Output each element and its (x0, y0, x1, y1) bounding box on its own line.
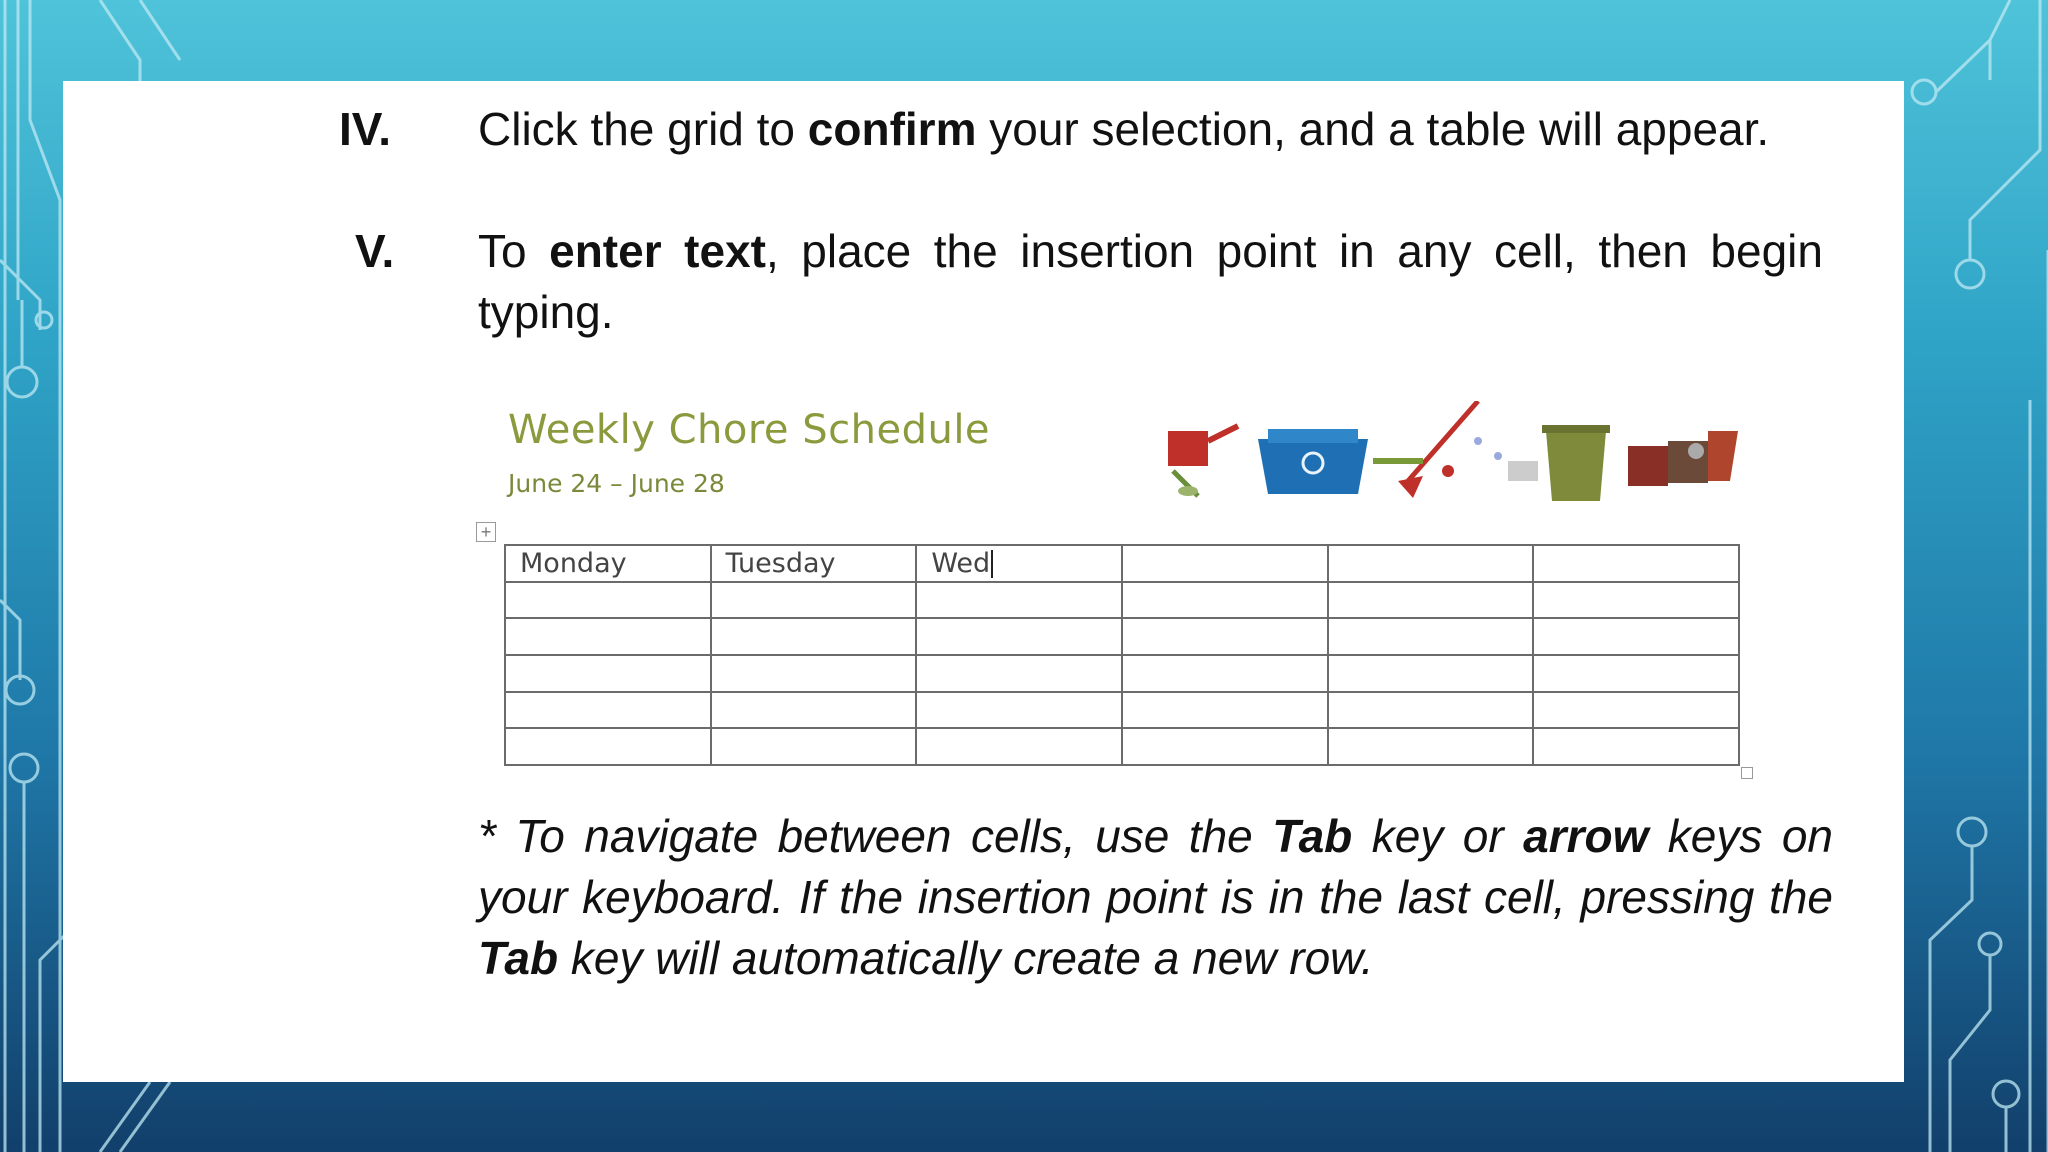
boxes-icon (1628, 431, 1738, 486)
table-cell[interactable] (505, 728, 711, 765)
text-segment: * To navigate between cells, use the (478, 810, 1273, 862)
table-cell[interactable] (711, 728, 917, 765)
insertion-point-caret (991, 550, 993, 578)
table-cell[interactable] (711, 692, 917, 729)
table-cell[interactable] (1533, 655, 1739, 692)
emphasis-tab: Tab (1272, 810, 1353, 862)
chore-clipart (1148, 401, 1778, 511)
table-move-handle-icon[interactable]: + (476, 522, 496, 542)
table-cell[interactable] (1328, 618, 1534, 655)
broom-icon (1373, 401, 1478, 498)
table-cell[interactable]: Tuesday (711, 545, 917, 582)
emphasis-arrow: arrow (1523, 810, 1649, 862)
text-segment: , place the insertion point in any cell, then begin typing. (478, 225, 1823, 338)
step-v-text (478, 221, 1823, 343)
table-cell[interactable] (1122, 618, 1328, 655)
table-cell[interactable] (505, 655, 711, 692)
table-cell[interactable] (1328, 582, 1534, 619)
table-cell[interactable] (916, 582, 1122, 619)
table-row (505, 692, 1739, 729)
text-segment: To (478, 225, 550, 277)
table-cell[interactable] (711, 582, 917, 619)
table-cell[interactable] (1328, 728, 1534, 765)
table-cell[interactable] (1533, 545, 1739, 582)
table-cell[interactable] (1122, 545, 1328, 582)
table-row (505, 728, 1739, 765)
table-cell[interactable] (1328, 692, 1534, 729)
trash-can-icon (1542, 425, 1610, 501)
table-row (505, 582, 1739, 619)
table-cell[interactable] (1122, 692, 1328, 729)
cleaning-supplies-icon (1442, 437, 1538, 481)
table-cell[interactable] (916, 692, 1122, 729)
table-cell[interactable] (711, 655, 917, 692)
chore-schedule-date-range: June 24 – June 28 (508, 469, 725, 498)
table-cell[interactable] (505, 582, 711, 619)
table-cell[interactable] (1533, 728, 1739, 765)
table-cell[interactable] (1122, 582, 1328, 619)
text-segment: keys on your keyboard. If the insertion point is in the last cell, pressing the (478, 810, 1833, 923)
table-cell-active[interactable] (916, 545, 1122, 582)
text-segment: key or (1352, 810, 1524, 862)
table-cell[interactable] (916, 655, 1122, 692)
text-segment: Click the grid to (478, 103, 808, 155)
step-iv-text (478, 99, 1823, 160)
step-iv-numeral: IV. (339, 103, 392, 155)
emphasis-enter-text: enter text (549, 225, 766, 277)
text-segment: your selection, and a table will appear. (976, 103, 1770, 155)
table-cell[interactable] (1122, 728, 1328, 765)
step-v-numeral: V. (355, 225, 395, 277)
table-cell[interactable] (1328, 545, 1534, 582)
table-header-row (505, 545, 1739, 582)
table-cell[interactable]: Monday (505, 545, 711, 582)
table-cell[interactable] (505, 692, 711, 729)
table-row (505, 618, 1739, 655)
table-cell[interactable] (916, 728, 1122, 765)
table-cell[interactable] (505, 618, 711, 655)
table-cell[interactable] (1533, 582, 1739, 619)
table-cell[interactable] (916, 618, 1122, 655)
slide-content (63, 81, 1904, 1082)
emphasis-confirm: confirm (807, 103, 977, 155)
watering-can-icon (1168, 426, 1238, 496)
table-cell-text: Wed (931, 547, 991, 579)
text-segment: key will automatically create a new row. (558, 932, 1374, 984)
table-resize-handle[interactable] (1741, 767, 1753, 779)
recycle-bin-icon (1258, 429, 1368, 494)
navigation-note (478, 806, 1833, 989)
chore-schedule-title: Weekly Chore Schedule (508, 407, 991, 453)
table-row (505, 655, 1739, 692)
emphasis-tab: Tab (478, 932, 559, 984)
chore-table (504, 544, 1740, 766)
table-cell[interactable] (1328, 655, 1534, 692)
table-cell[interactable] (711, 618, 917, 655)
table-cell[interactable] (1533, 618, 1739, 655)
table-cell[interactable] (1533, 692, 1739, 729)
table-cell[interactable] (1122, 655, 1328, 692)
